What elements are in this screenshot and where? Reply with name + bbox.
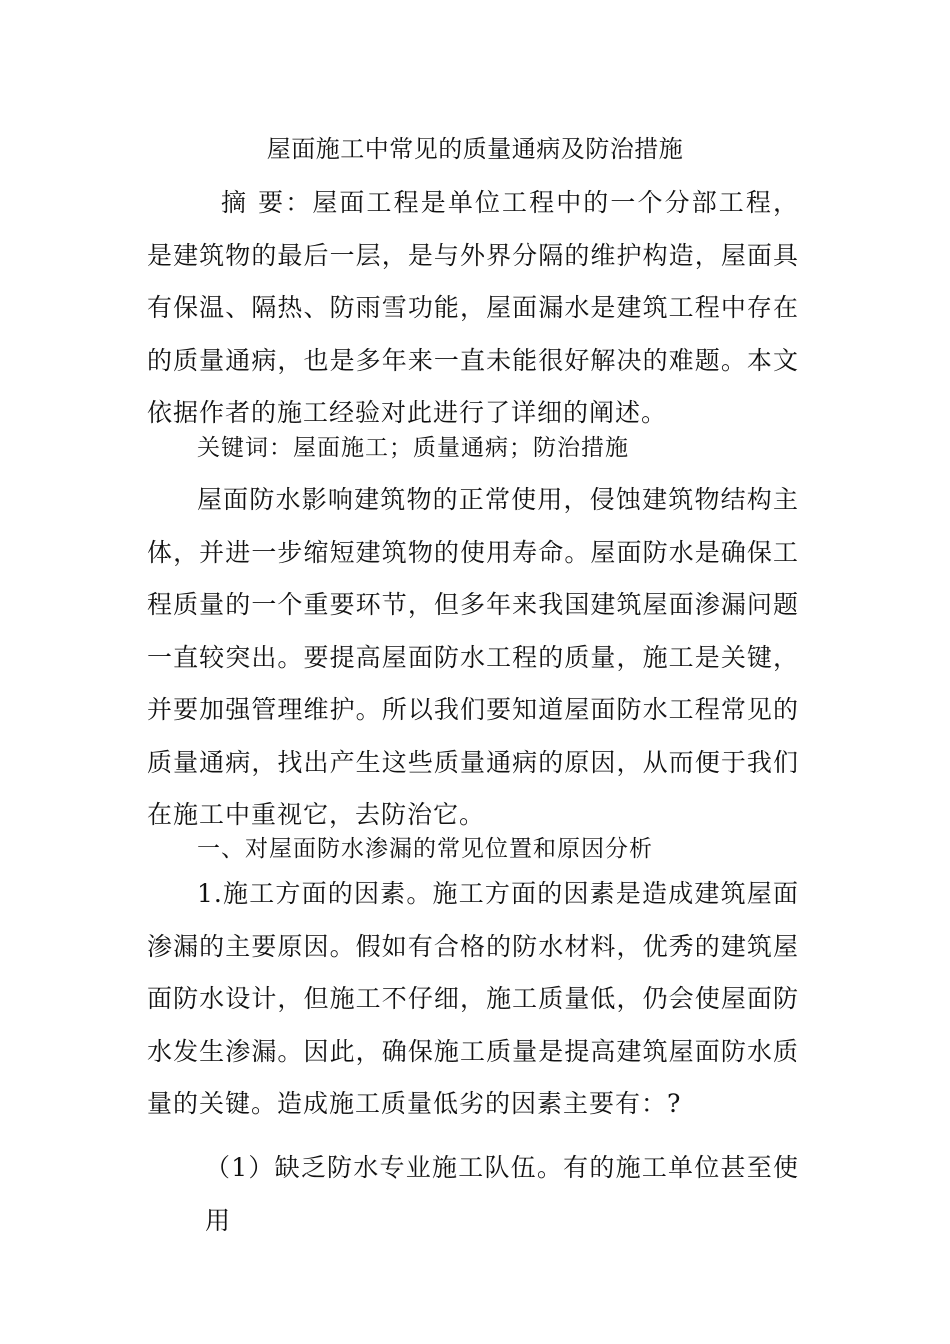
list-item-paragraph: （1）缺乏防水专业施工队伍。有的施工单位甚至使用 [205, 1153, 799, 1235]
factor-paragraph: 1.施工方面的因素。施工方面的因素是造成建筑屋面渗漏的主要原因。假如有合格的防水材料，优秀的建筑屋面防水设计，但施工不仔细，施工质量低，仍会使屋面防水发生渗漏。因此，确保施工质量是提高建筑屋面防水质量的关键。造成施工质量低劣的因素主要有：? [147, 879, 799, 1118]
intro-paragraph: 屋面防水影响建筑物的正常使用，侵蚀建筑物结构主体，并进一步缩短建筑物的使用寿命。屋面防水是确保工程质量的一个重要环节，但多年来我国建筑屋面渗漏问题一直较突出。要提高屋面防水工程的质量，施工是关键，并要加强管理维护。所以我们要知道屋面防水工程常见的质量通病，找出产生这些质量通病的原因，从而便于我们在施工中重视它，去防治它。 [147, 485, 799, 829]
document-title: 屋面施工中常见的质量通病及防治措施 [266, 135, 684, 163]
abstract-paragraph: 摘 要：屋面工程是单位工程中的一个分部工程，是建筑物的最后一层，是与外界分隔的维护构造，屋面具有保温、隔热、防雨雪功能，屋面漏水是建筑工程中存在的质量通病，也是多年来一直未能很好解决的难题。本文依据作者的施工经验对此进行了详细的阐述。 [147, 188, 799, 427]
keywords-line: 关键词：屋面施工；质量通病；防治措施 [197, 435, 629, 461]
section-heading: 一、对屋面防水渗漏的常见位置和原因分析 [197, 836, 653, 862]
